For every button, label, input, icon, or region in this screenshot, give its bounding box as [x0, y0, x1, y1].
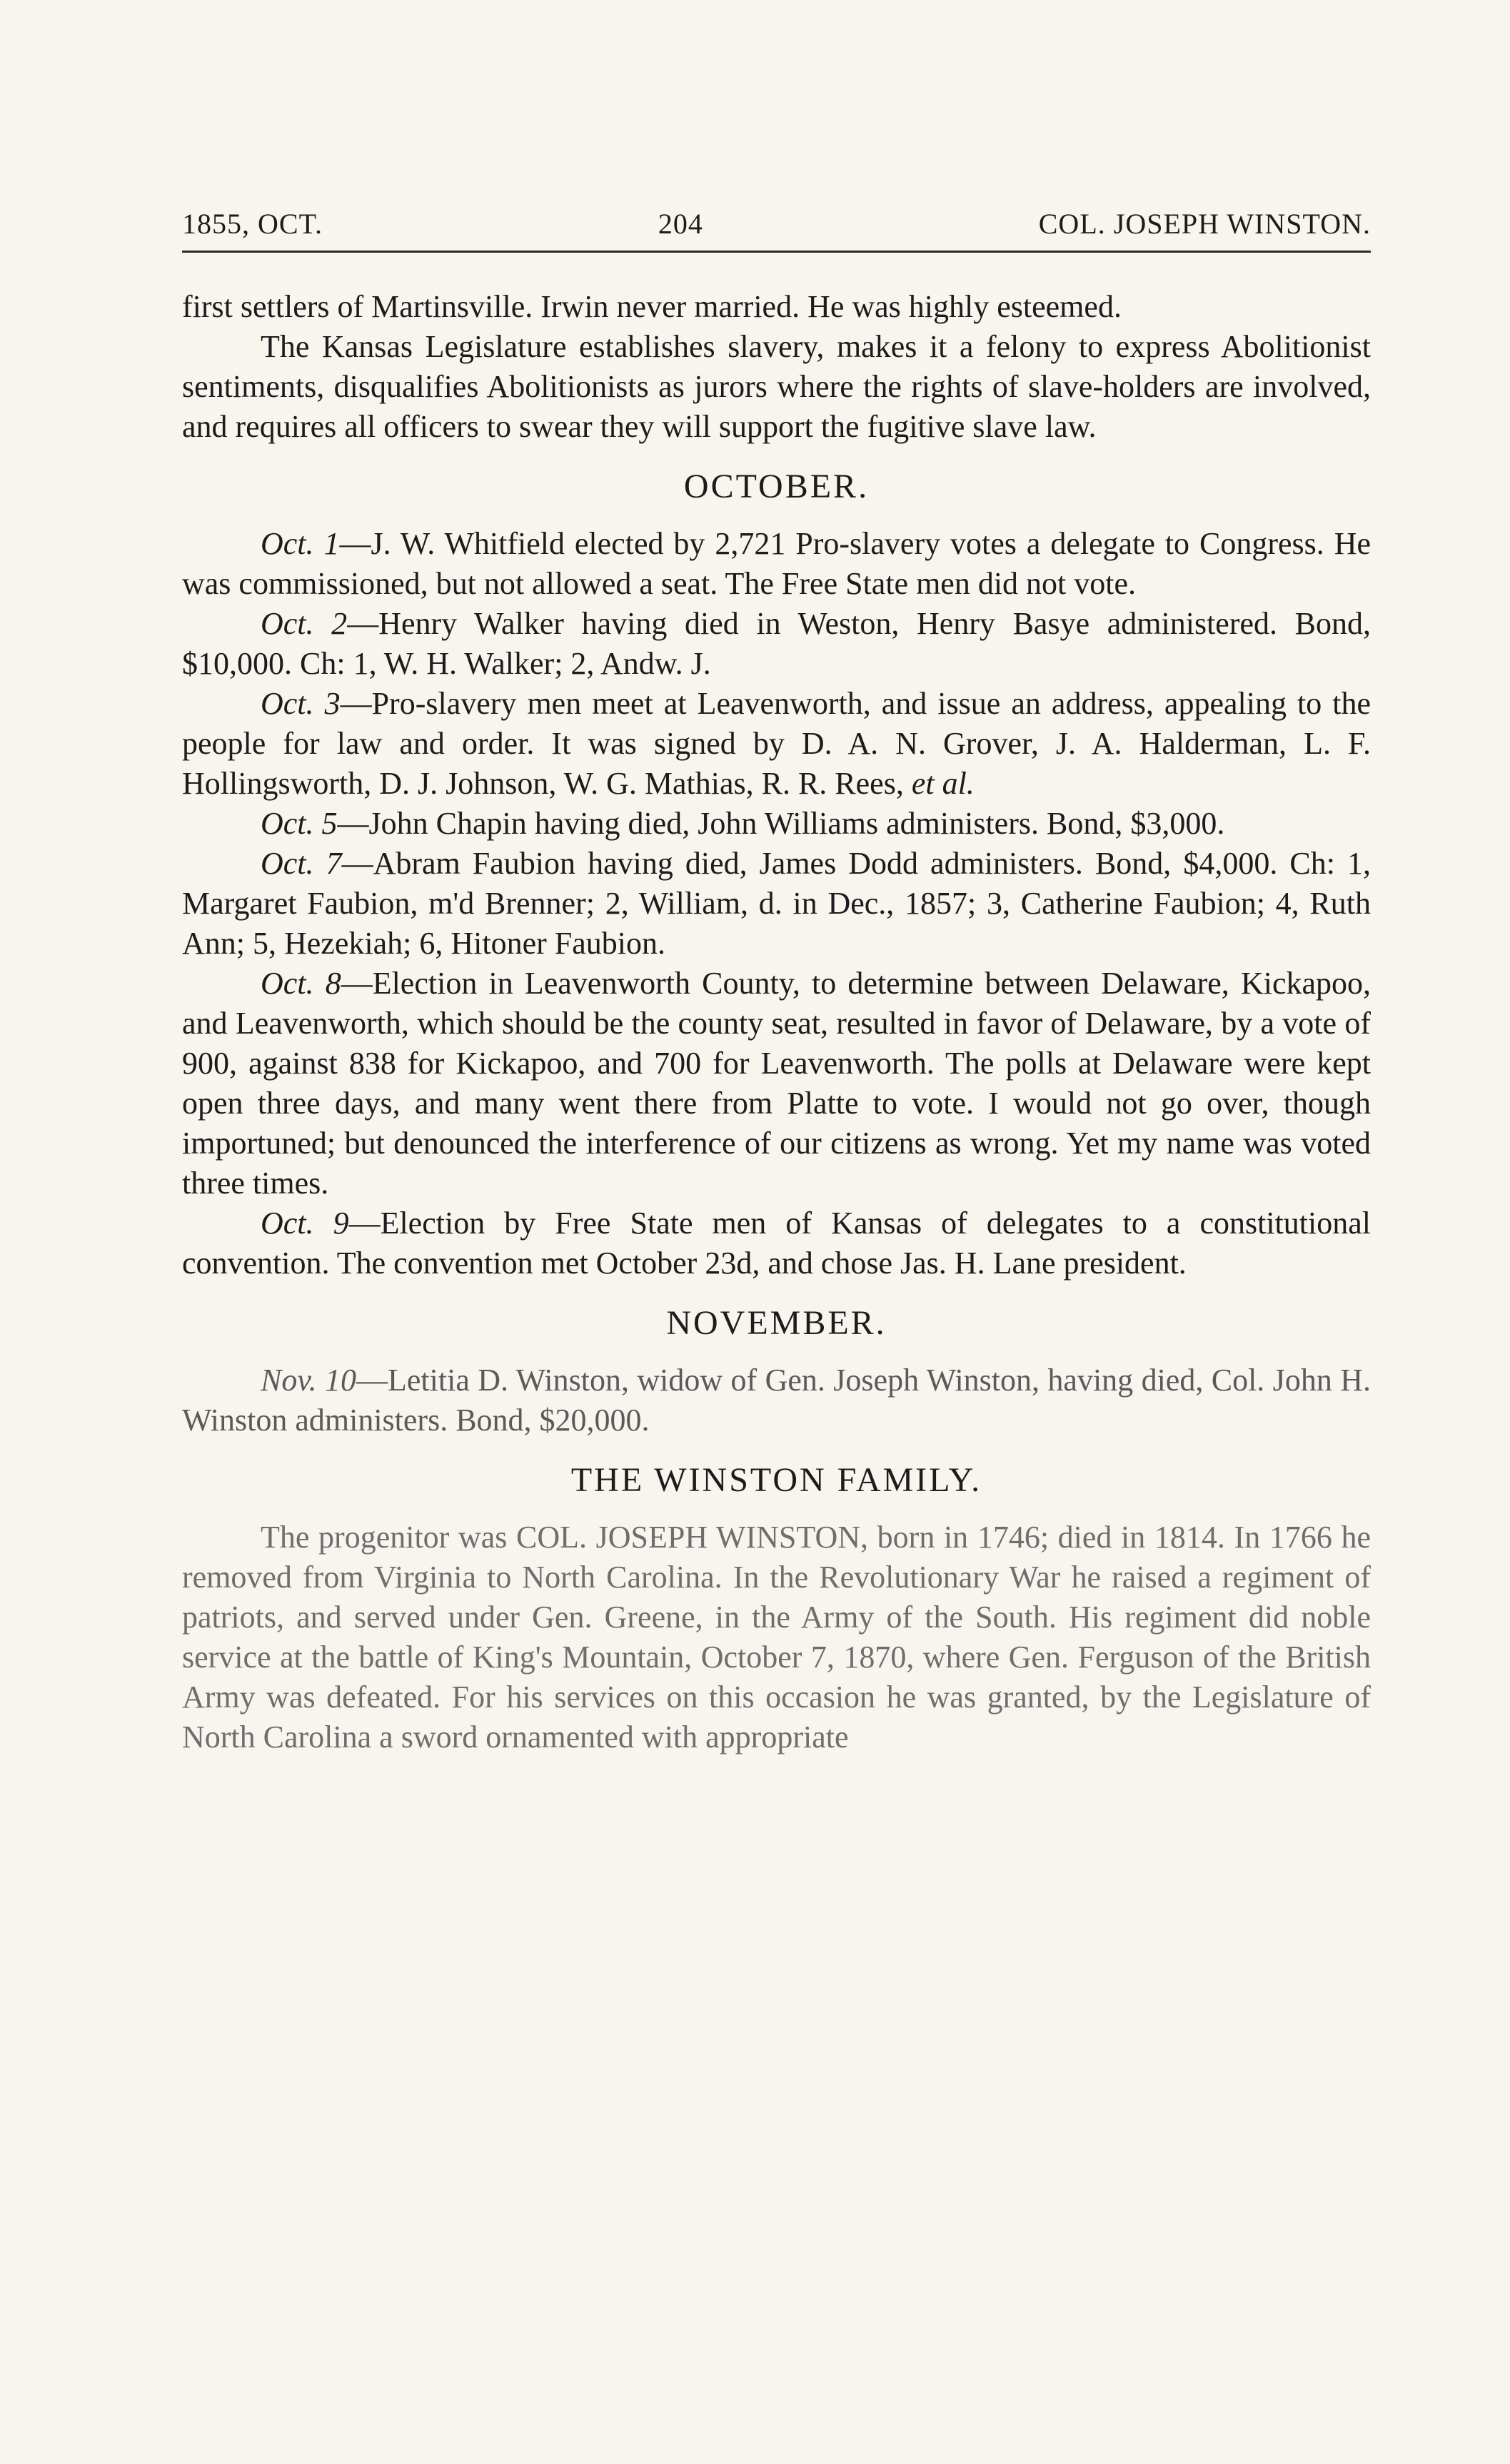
- entry-date: Oct. 8: [261, 966, 341, 1001]
- page-number: 204: [658, 208, 703, 240]
- entry-text: —John Chapin having died, John Williams administers. Bond, $3,000.: [337, 806, 1225, 841]
- entry-oct-5: [182, 804, 1371, 844]
- entry-text: —Henry Walker having died in Weston, Henry Basye administered. Bond, $10,000. Ch: 1, W. H. Walker; 2, Andw. J.: [182, 606, 1371, 681]
- entry-date: Oct. 3: [261, 686, 341, 721]
- winston-family-paragraph: The progenitor was COL. JOSEPH WINSTON, born in 1746; died in 1814. In 1766 he removed from Virginia to North Carolina. In the Revolutionary War he raised a regiment of patriots, and served under Gen. Greene, in the Army of the South. His regiment did noble service at the battle of King's Mountain, October 7, 1870, where Gen. Ferguson of the British Army was defeated. For his services on this occasion he was granted, by the Legislature of North Carolina a sword ornamented with appropriate: [182, 1520, 1371, 1754]
- book-page: [182, 207, 1371, 1757]
- entry-text: —J. W. Whitfield elected by 2,721 Pro-slavery votes a delegate to Congress. He was commissioned, but not allowed a seat. The Free State men did not vote.: [182, 526, 1371, 601]
- entry-text: —Election by Free State men of Kansas of delegates to a constitutional convention. The convention met October 23d, and chose Jas. H. Lane president.: [182, 1206, 1371, 1281]
- entry-date: Oct. 5: [261, 806, 338, 841]
- entry-date: Oct. 7: [261, 846, 342, 881]
- entry-oct-7: [182, 844, 1371, 964]
- entry-text: —Abram Faubion having died, James Dodd administers. Bond, $4,000. Ch: 1, Margaret Faubion, m'd Brenner; 2, William, d. in Dec., 1857; 3, Catherine Faubion; 4, Ruth Ann; 5, Hezekiah; 6, Hitoner Faubion.: [182, 846, 1371, 961]
- entry-nov-10: [182, 1360, 1371, 1440]
- entry-text-italic: et al.: [911, 766, 975, 801]
- header-date: 1855, OCT.: [182, 208, 323, 240]
- running-head: [182, 207, 1371, 253]
- entry-text: —Letitia D. Winston, widow of Gen. Joseph Winston, having died, Col. John H. Winston administers. Bond, $20,000.: [182, 1363, 1371, 1438]
- intro-paragraph-2: The Kansas Legislature establishes slavery, makes it a felony to express Abolitionist sentiments, disqualifies Abolitionists as jurors where the rights of slave-holders are involved, and requires all officers to swear they will support the fugitive slave law.: [182, 329, 1371, 444]
- october-heading: OCTOBER.: [683, 468, 870, 505]
- header-title: COL. JOSEPH WINSTON.: [1038, 208, 1371, 240]
- november-heading: NOVEMBER.: [666, 1304, 887, 1342]
- intro-paragraph-1: first settlers of Martinsville. Irwin never married. He was highly esteemed.: [182, 289, 1122, 324]
- entry-oct-8: [182, 964, 1371, 1203]
- entry-date: Oct. 2: [261, 606, 348, 641]
- entry-date: Oct. 1: [261, 526, 340, 561]
- entry-oct-1: [182, 524, 1371, 604]
- winston-family-heading: THE WINSTON FAMILY.: [570, 1461, 982, 1499]
- entry-text: —Election in Leavenworth County, to determine between Delaware, Kickapoo, and Leavenworth, which should be the county seat, resulted in favor of Delaware, by a vote of 900, against 838 for Kickapoo, and 700 for Leavenworth. The polls at Delaware were kept open three days, and many went there from Platte to vote. I would not go over, though importuned; but denounced the interference of our citizens as wrong. Yet my name was voted three times.: [182, 966, 1371, 1201]
- body-text: [182, 287, 1371, 1757]
- entry-oct-9: [182, 1203, 1371, 1283]
- entry-text: —Pro-slavery men meet at Leavenworth, and issue an address, appealing to the people for law and order. It was signed by D. A. N. Grover, J. A. Halderman, L. F. Hollingsworth, D. J. Johnson, W. G. Mathias, R. R. Rees,: [182, 686, 1371, 801]
- entry-date: Nov. 10: [261, 1363, 357, 1398]
- entry-oct-2: [182, 604, 1371, 684]
- entry-oct-3: [182, 684, 1371, 804]
- entry-date: Oct. 9: [261, 1206, 349, 1241]
